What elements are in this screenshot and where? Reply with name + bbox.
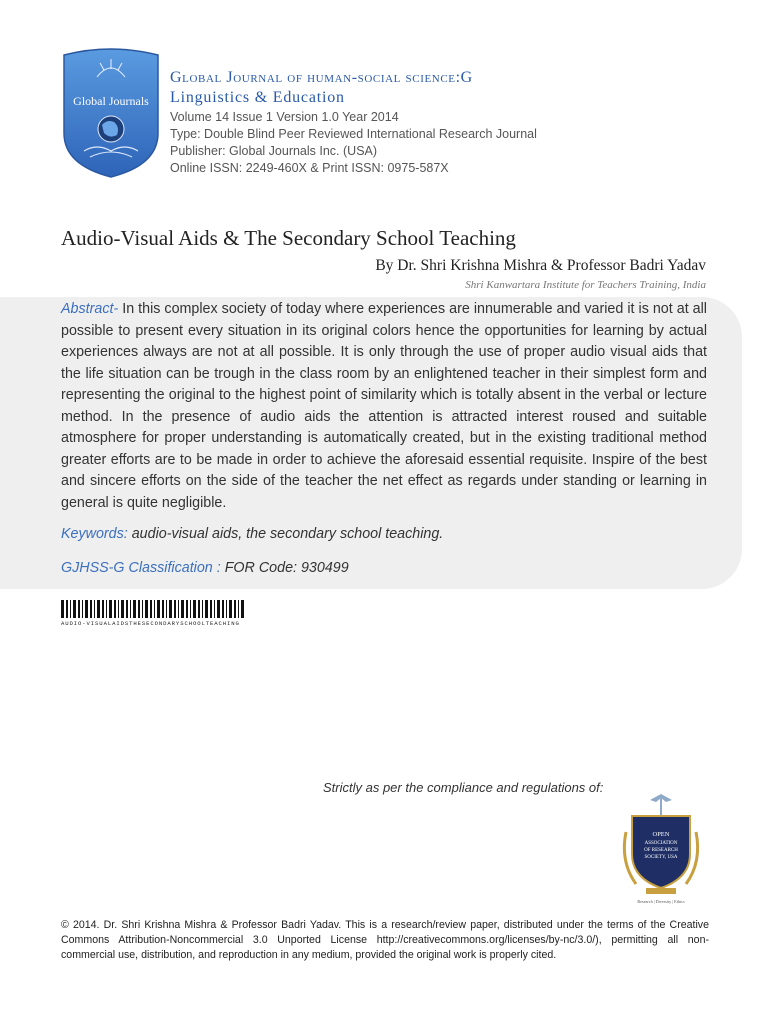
journal-title: Global Journal of human-social science:G	[170, 69, 473, 86]
paper-title: Audio-Visual Aids & The Secondary School Teaching	[61, 226, 516, 250]
oars-logo	[606, 792, 716, 906]
classification-text: FOR Code: 930499	[224, 560, 349, 576]
svg-text:ASSOCIATION: ASSOCIATION	[644, 841, 678, 846]
keywords	[61, 526, 443, 542]
issn-line: Online ISSN: 2249-460X & Print ISSN: 0975-587X	[170, 161, 449, 175]
classification-label: GJHSS-G Classification :	[61, 560, 221, 576]
svg-text:SOCIETY, USA: SOCIETY, USA	[644, 855, 678, 860]
license-footer: © 2014. Dr. Shri Krishna Mishra & Professor Badri Yadav. This is a research/review paper, distributed under the terms of the Creative Commons Attribution-Noncommercial 3.0 Unported License http://creativecommons.org/licenses/by-nc/3.0/), permitting all non-commercial use, distribution, and reproduction in any medium, provided the original work is properly cited.	[61, 919, 709, 961]
keywords-label: Keywords:	[61, 526, 128, 542]
paper-authors: By Dr. Shri Krishna Mishra & Professor Badri Yadav	[375, 257, 706, 274]
svg-text:OPEN: OPEN	[652, 831, 670, 838]
paper-affiliation: Shri Kanwartara Institute for Teachers Training, India	[465, 279, 706, 291]
svg-text:OF RESEARCH: OF RESEARCH	[644, 848, 678, 853]
logo-text: Global Journals	[73, 94, 149, 108]
abstract-label: Abstract-	[61, 301, 119, 317]
keywords-text: audio-visual aids, the secondary school teaching.	[131, 526, 444, 542]
journal-subtitle: Linguistics & Education	[170, 89, 345, 106]
classification	[61, 560, 349, 576]
oars-motto: Research | Diversity | Ethics	[637, 899, 685, 904]
barcode-text: AUDIO-VISUALAIDSTHESECONDARYSCHOOLTEACHING	[61, 620, 240, 627]
volume-line: Volume 14 Issue 1 Version 1.0 Year 2014	[170, 110, 399, 124]
abstract	[61, 299, 707, 514]
publisher-line: Publisher: Global Journals Inc. (USA)	[170, 144, 378, 158]
compliance-text: Strictly as per the compliance and regulations of:	[323, 780, 604, 795]
global-journals-logo	[62, 47, 160, 179]
abstract-text: In this complex society of today where experiences are innumerable and varied it is not at all possible to present every situation in its original colors hence the opportunities for learning by actual experiences always are not at all possible. It is only through the use of proper audio visual aids that the life situation can be trough in the class room by an enlightened teacher in their simplest form and representing the original to the highest point of similarity which is totally absent in the verbal or lecture method. In the presence of audio aids the attention is attracted interest roused and suitable atmosphere for proper understanding is automatically created, but in the existing traditional method greater efforts are to be made in order to achieve the aforesaid essential requisite. Inspire of the best and sincere efforts on the side of the teacher the net effect as regards under standing or learning in general is quite negligible.	[61, 301, 707, 511]
type-line: Type: Double Blind Peer Reviewed International Research Journal	[170, 127, 537, 141]
